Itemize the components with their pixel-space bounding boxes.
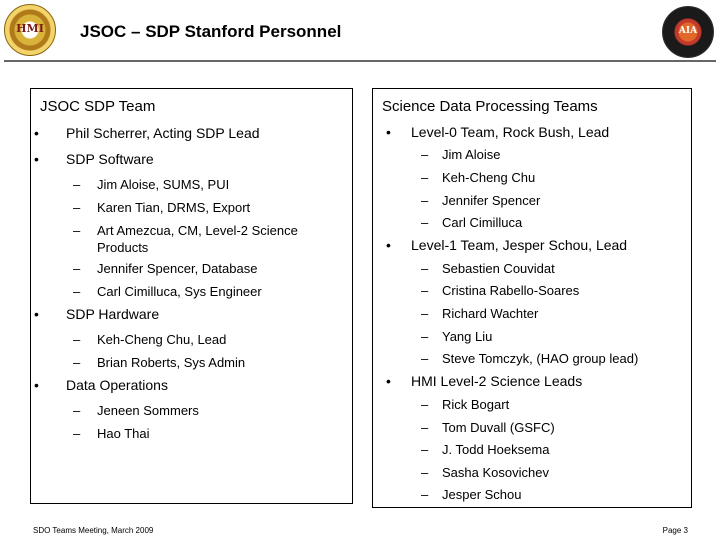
list-item-text: Sebastien Couvidat	[442, 261, 555, 276]
list-item-text: Jim Aloise	[442, 147, 501, 162]
dash-marker: –	[421, 397, 429, 412]
list-item-text: Jesper Schou	[442, 487, 522, 502]
list-item-text: Jim Aloise, SUMS, PUI	[97, 177, 230, 192]
dash-marker: –	[73, 177, 81, 192]
list-item-text: Hao Thai	[97, 426, 150, 441]
bullet-marker: •	[386, 373, 391, 389]
list-item-text: Data Operations	[66, 377, 168, 393]
list-item-text: Steve Tomczyk, (HAO group lead)	[442, 351, 639, 366]
list-item-text: J. Todd Hoeksema	[442, 442, 550, 457]
list-item-text: Jennifer Spencer	[442, 193, 541, 208]
list-item-text: Art Amezcua, CM, Level-2 Science Products	[97, 223, 298, 255]
list-item-text: Richard Wachter	[442, 306, 539, 321]
hmi-logo	[4, 4, 56, 56]
bullet-marker: •	[34, 151, 39, 167]
bullet-marker: •	[34, 377, 39, 393]
panel-heading: Science Data Processing Teams	[382, 98, 598, 115]
title-divider	[4, 60, 716, 62]
dash-marker: –	[421, 193, 429, 208]
dash-marker: –	[421, 170, 429, 185]
list-item-text: HMI Level-2 Science Leads	[411, 373, 583, 389]
list-item-text: SDP Software	[66, 151, 154, 167]
dash-marker: –	[421, 351, 429, 366]
list-item-text: Tom Duvall (GSFC)	[442, 420, 555, 435]
bullet-marker: •	[386, 124, 391, 140]
list-item-text: Keh-Cheng Chu, Lead	[97, 332, 227, 347]
dash-marker: –	[73, 403, 81, 418]
list-item-text: Keh-Cheng Chu	[442, 170, 536, 185]
dash-marker: –	[421, 442, 429, 457]
aia-logo-text: AIA	[678, 26, 698, 36]
page-title: JSOC – SDP Stanford Personnel	[80, 22, 342, 41]
dash-marker: –	[73, 426, 81, 441]
list-item-text: SDP Hardware	[66, 306, 160, 322]
dash-marker: –	[73, 261, 81, 276]
dash-marker: –	[421, 329, 429, 344]
hmi-logo-text: HMI	[16, 22, 44, 35]
list-item-text: Sasha Kosovichev	[442, 465, 549, 480]
aia-logo	[662, 6, 714, 58]
list-item-text: Level-0 Team, Rock Bush, Lead	[411, 124, 610, 140]
panel-heading: JSOC SDP Team	[40, 98, 156, 115]
list-item-text: Level-1 Team, Jesper Schou, Lead	[411, 237, 628, 253]
dash-marker: –	[73, 200, 81, 215]
dash-marker: –	[421, 420, 429, 435]
dash-marker: –	[421, 306, 429, 321]
page-number: Page 3	[662, 526, 688, 535]
dash-marker: –	[421, 487, 429, 502]
list-item-text: Yang Liu	[442, 329, 493, 344]
list-item-text: Jeneen Sommers	[97, 403, 199, 418]
list-item-text: Rick Bogart	[442, 397, 510, 412]
list-item-text: Phil Scherrer, Acting SDP Lead	[66, 125, 260, 141]
jsoc-sdp-team-panel	[30, 88, 353, 504]
dash-marker: –	[421, 465, 429, 480]
bullet-marker: •	[34, 125, 39, 141]
dash-marker: –	[421, 215, 429, 230]
dash-marker: –	[73, 355, 81, 370]
dash-marker: –	[73, 284, 81, 299]
dash-marker: –	[73, 223, 81, 238]
footer-meeting-label: SDO Teams Meeting, March 2009	[33, 526, 154, 535]
list-item-text: Cristina Rabello-Soares	[442, 283, 580, 298]
bullet-marker: •	[34, 306, 39, 322]
list-item-text: Brian Roberts, Sys Admin	[97, 355, 246, 370]
dash-marker: –	[421, 283, 429, 298]
list-item-text: Jennifer Spencer, Database	[97, 261, 258, 276]
bullet-marker: •	[386, 237, 391, 253]
science-data-processing-panel	[372, 88, 692, 508]
list-item-text: Carl Cimilluca, Sys Engineer	[97, 284, 262, 299]
list-item-text: Carl Cimilluca	[442, 215, 523, 230]
dash-marker: –	[421, 261, 429, 276]
dash-marker: –	[73, 332, 81, 347]
list-item-text: Karen Tian, DRMS, Export	[97, 200, 251, 215]
dash-marker: –	[421, 147, 429, 162]
